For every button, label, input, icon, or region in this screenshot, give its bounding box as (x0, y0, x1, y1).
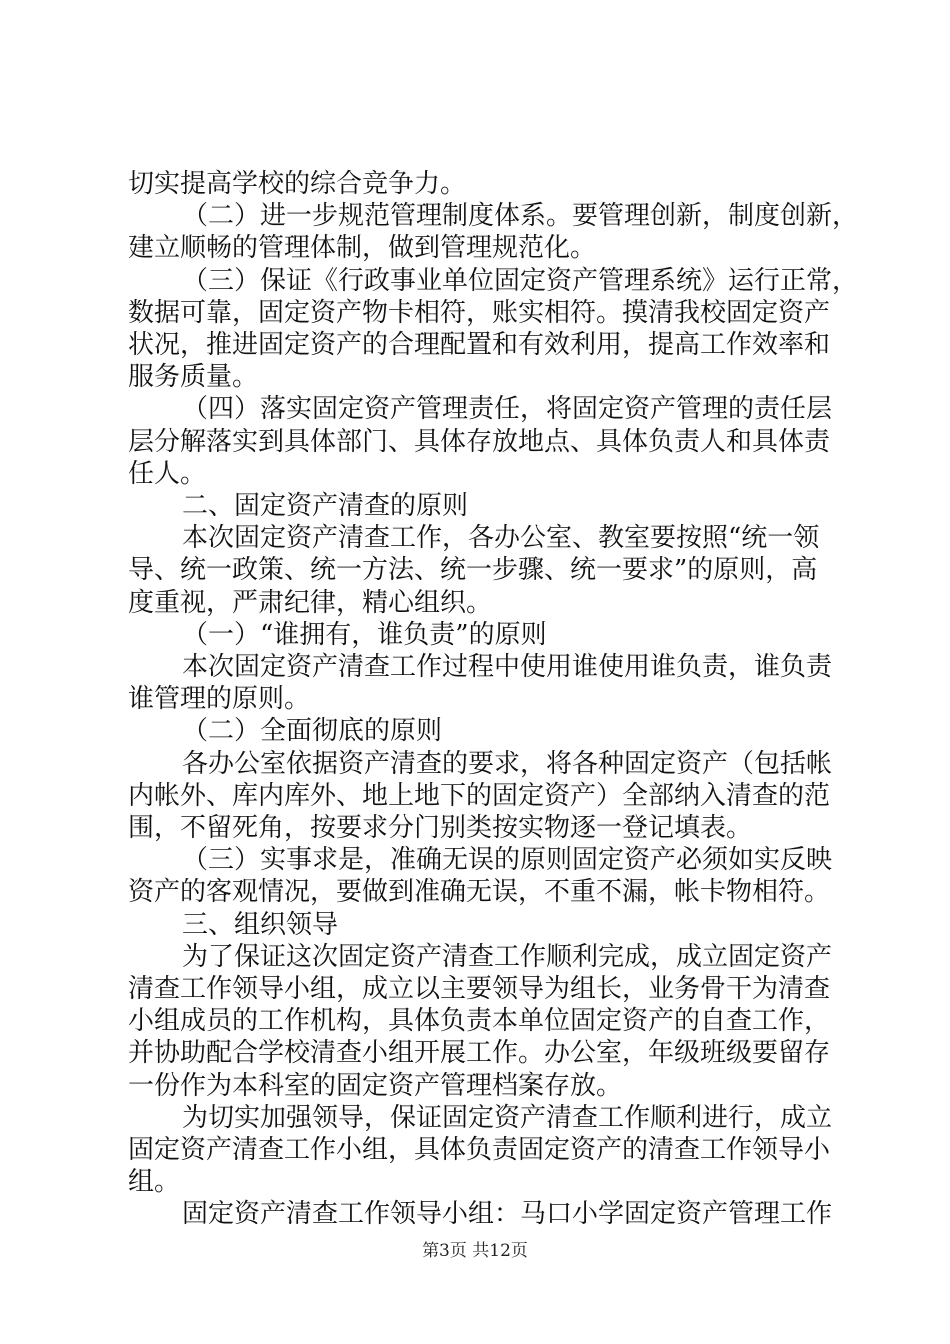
text-line: 导、统一政策、统一方法、统一步骤、统一要求”的原则，高 (128, 555, 818, 586)
text-line: 小组成员的工作机构，具体负责本单位固定资产的自查工作， (128, 1006, 831, 1037)
text-line: 任人。 (128, 458, 207, 489)
text-line: 固定资产清查工作领导小组：马口小学固定资产管理工作 (182, 1199, 833, 1230)
text-line: 内帐外、库内库外、地上地下的固定资产）全部纳入清查的范 (128, 780, 831, 811)
text-line: 为了保证这次固定资产清查工作顺利完成，成立固定资产 (182, 941, 833, 972)
text-line: 数据可靠，固定资产物卡相符，账实相符。摸清我校固定资产 (128, 297, 831, 328)
text-line: 围，不留死角，按要求分门别类按实物逐一登记填表。 (128, 813, 753, 843)
text-line: （二）进一步规范管理制度体系。要管理创新，制度创新， (182, 201, 859, 232)
text-line: 一份作为本科室的固定资产管理档案存放。 (128, 1070, 623, 1101)
text-line: （三）实事求是，准确无误的原则固定资产必须如实反映 (182, 845, 833, 876)
text-line: 服务质量。 (128, 362, 259, 393)
text-line: 为切实加强领导，保证固定资产清查工作顺利进行，成立 (182, 1102, 833, 1133)
text-line: 状况，推进固定资产的合理配置和有效利用，提高工作效率和 (128, 330, 831, 360)
text-line: 建立顺畅的管理体制，做到管理规范化。 (128, 233, 597, 264)
text-line: 固定资产清查工作小组，具体负责固定资产的清查工作领导小 (128, 1135, 831, 1165)
text-line: 谁管理的原则。 (128, 684, 311, 715)
text-line: 资产的客观情况，要做到准确无误，不重不漏，帐卡物相符。 (128, 877, 831, 908)
text-line: （四）落实固定资产管理责任，将固定资产管理的责任层 (182, 394, 833, 425)
text-line: 清查工作领导小组，成立以主要领导为组长，业务骨干为清查 (128, 974, 831, 1004)
text-line: 组。 (128, 1167, 181, 1198)
section-heading: 三、组织领导 (182, 909, 339, 940)
subsection-heading: （一）“谁拥有，谁负责”的原则 (182, 619, 547, 650)
text-line: 度重视，严肃纪律，精心组织。 (128, 587, 493, 618)
subsection-heading: （二）全面彻底的原则 (182, 716, 443, 747)
text-line: 各办公室依据资产清查的要求，将各种固定资产（包括帐 (182, 748, 833, 779)
text-line: （三）保证《行政事业单位固定资产管理系统》运行正常， (182, 265, 859, 296)
text-line: 本次固定资产清查工作过程中使用谁使用谁负责，谁负责 (182, 652, 833, 682)
text-line: 本次固定资产清查工作，各办公室、教室要按照“统一领 (182, 523, 820, 554)
page-number-footer: 第3页 共12页 (422, 1241, 528, 1261)
text-line: 并协助配合学校清查小组开展工作。办公室，年级班级要留存 (128, 1038, 831, 1069)
text-line: 层分解落实到具体部门、具体存放地点、具体负责人和具体责 (128, 426, 831, 457)
section-heading: 二、固定资产清查的原则 (182, 491, 469, 521)
text-line: 切实提高学校的综合竞争力。 (128, 169, 467, 199)
